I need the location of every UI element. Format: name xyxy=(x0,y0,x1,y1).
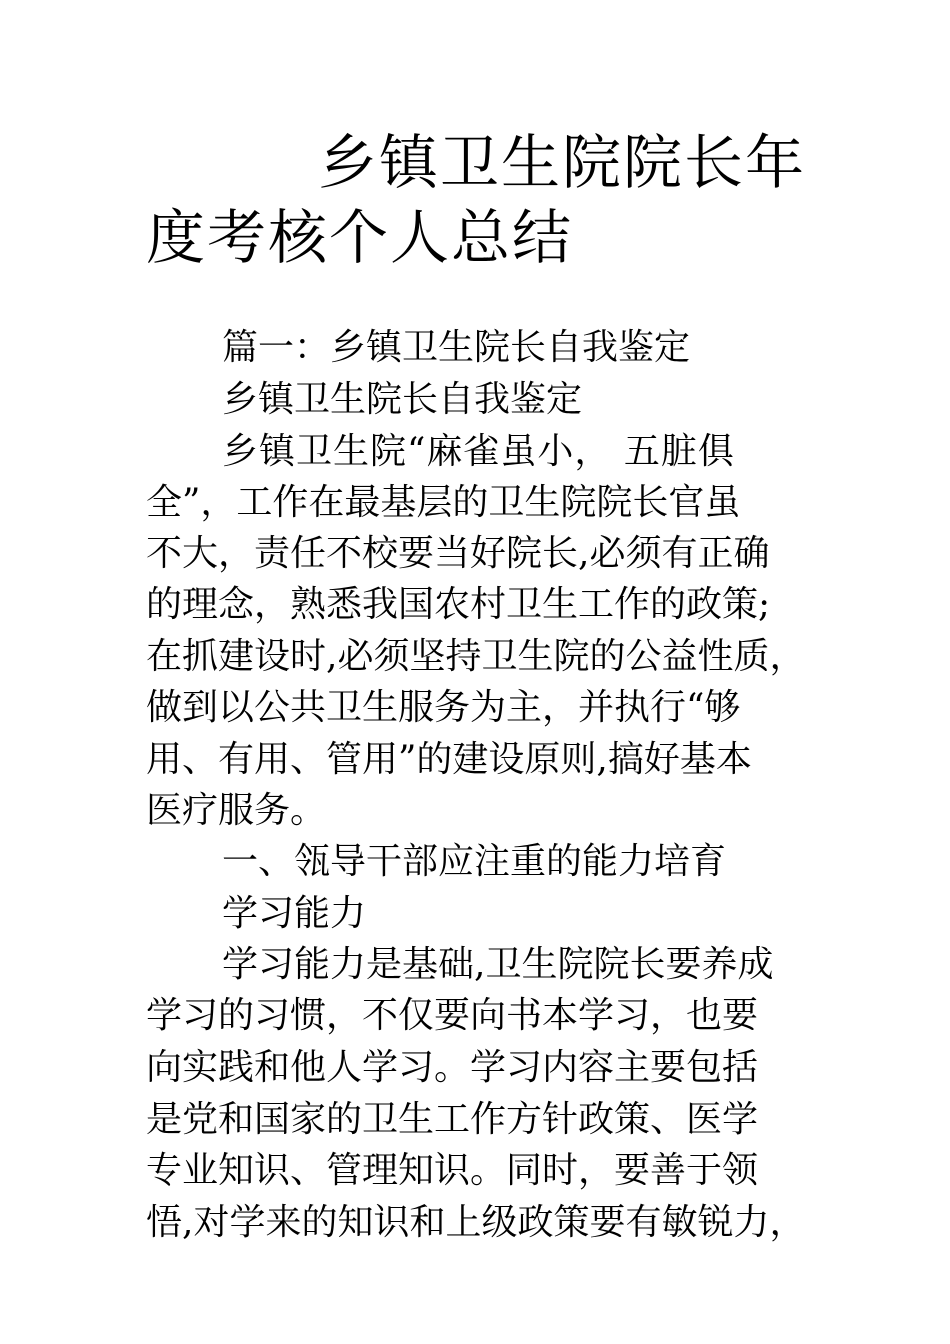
paragraph-line: 全”，工作在最基层的卫生院院长官虽 xyxy=(146,482,741,523)
paragraph-line: 学习能力是基础,卫生院院长要养成 xyxy=(222,944,774,985)
document-title-line-1: 乡镇卫生院院长年 xyxy=(318,128,807,197)
paragraph-line: 悟,对学来的知识和上级政策要有敏锐力， xyxy=(146,1202,806,1243)
paragraph-line: 专业知识、管理知识。同时，要善于领 xyxy=(146,1150,759,1191)
paragraph-line: 用、有用、管用”的建设原则,搞好基本 xyxy=(146,739,752,780)
paragraph-line: 医疗服务。 xyxy=(146,790,327,831)
subheading: 乡镇卫生院长自我鉴定 xyxy=(222,379,583,420)
section-heading: 一、瓴导干部应注重的能力培育 xyxy=(222,841,727,882)
paragraph-line: 不大，责任不校要当好院长,必须有正确 xyxy=(146,533,770,574)
document-title-line-2: 度考核个人总结 xyxy=(146,203,574,272)
paragraph-line: 做到以公共卫生服务为主，并执行“够 xyxy=(146,687,741,728)
paragraph-line: 向实践和他人学习。学习内容主要包括 xyxy=(146,1047,759,1088)
paragraph-line: 学习的习惯，不仅要向书本学习，也要 xyxy=(146,995,759,1036)
section-heading: 篇一：乡镇卫生院长自我鉴定 xyxy=(222,327,691,368)
paragraph-line: 乡镇卫生院“麻雀虽小， 五脏俱 xyxy=(222,431,735,472)
subheading: 学习能力 xyxy=(222,893,367,934)
paragraph-line: 是党和国家的卫生工作方针政策、医学 xyxy=(146,1099,759,1140)
paragraph-line: 的理念，熟悉我国农村卫生工作的政策; xyxy=(146,584,771,625)
paragraph-line: 在抓建设时,必须坚持卫生院的公益性质， xyxy=(146,636,806,677)
